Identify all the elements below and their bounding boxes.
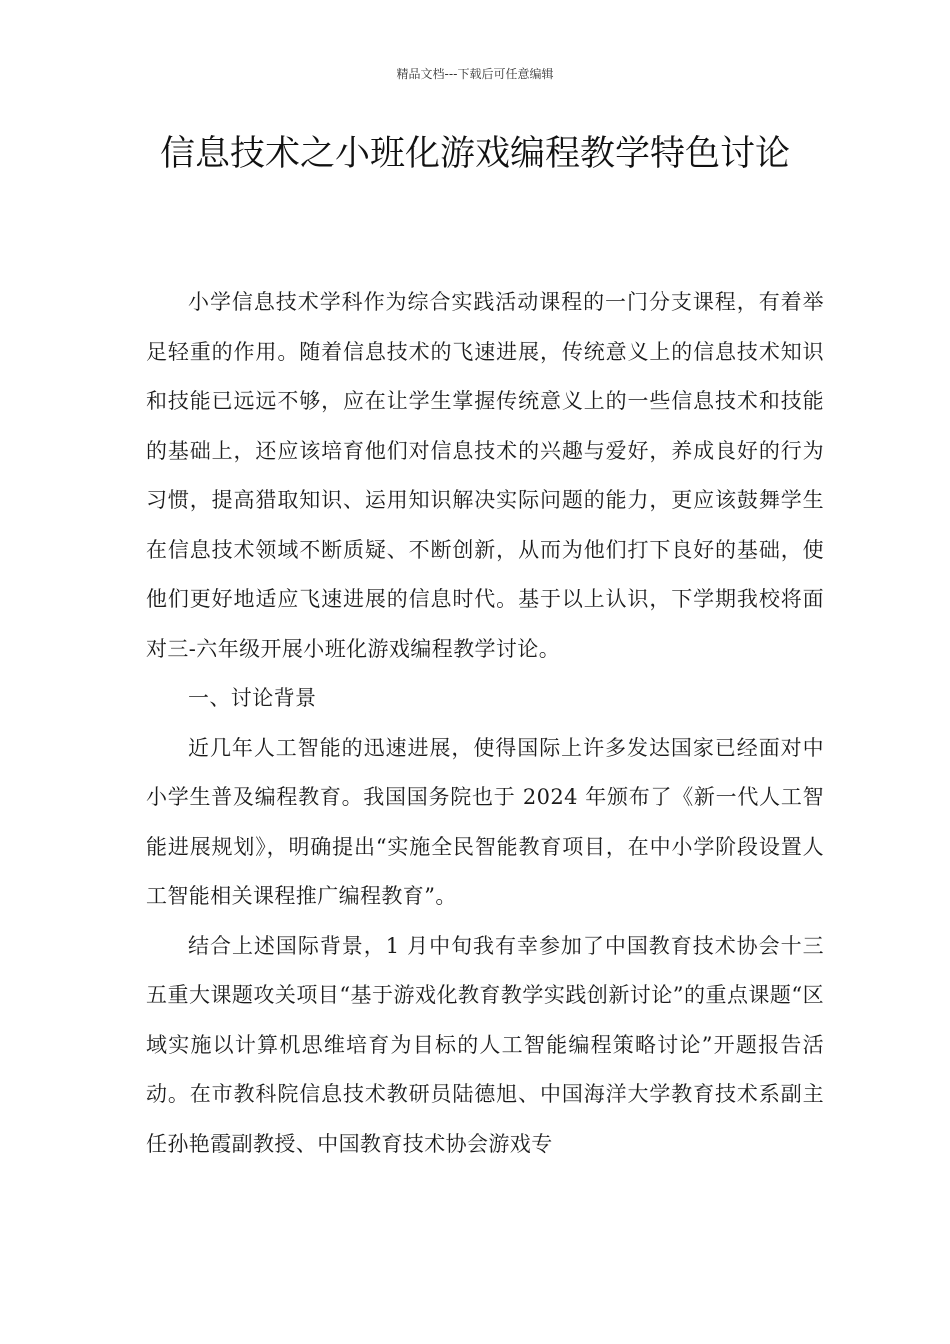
document-title: 信息技术之小班化游戏编程教学特色讨论 [159,134,790,174]
document-body [146,278,824,1169]
intro-paragraph: 小学信息技术学科作为综合实践活动课程的一门分支课程，有着举足轻重的作用。随着信息技术的飞速进展，传统意义上的信息技术知识和技能已远远不够，应在让学生掌握传统意义上的一些信息技术和技能的基础上，还应该培育他们对信息技术的兴趣与爱好，养成良好的行为习惯，提高猎取知识、运用知识解决实际问题的能力，更应该鼓舞学生在信息技术领域不断质疑、不断创新，从而为他们打下良好的基础，使他们更好地适应飞速进展的信息时代。基于以上认识，下学期我校将面对三-六年级开展小班化游戏编程教学讨论。 [146,290,824,661]
page-header: 精品文档---下载后可任意编辑 [396,67,554,81]
section-heading-background: 一、讨论背景 [188,686,317,710]
background-paragraph: 近几年人工智能的迅速进展，使得国际上许多发达国家已经面对中小学生普及编程教育。我国国务院也于 2024 年颁布了《新一代人工智能进展规划》，明确提出“实施全民智能教育项目，在中小学阶段设置人工智能相关课程推广编程教育”。 [146,735,824,908]
context-paragraph: 结合上述国际背景，1 月中旬我有幸参加了中国教育技术协会十三五重大课题攻关项目“基于游戏化教育教学实践创新讨论”的重点课题“区域实施以计算机思维培育为目标的人工智能编程策略讨论”开题报告活动。在市教科院信息技术教研员陆德旭、中国海洋大学教育技术系副主任孙艳霞副教授、中国教育技术协会游戏专 [146,933,824,1156]
